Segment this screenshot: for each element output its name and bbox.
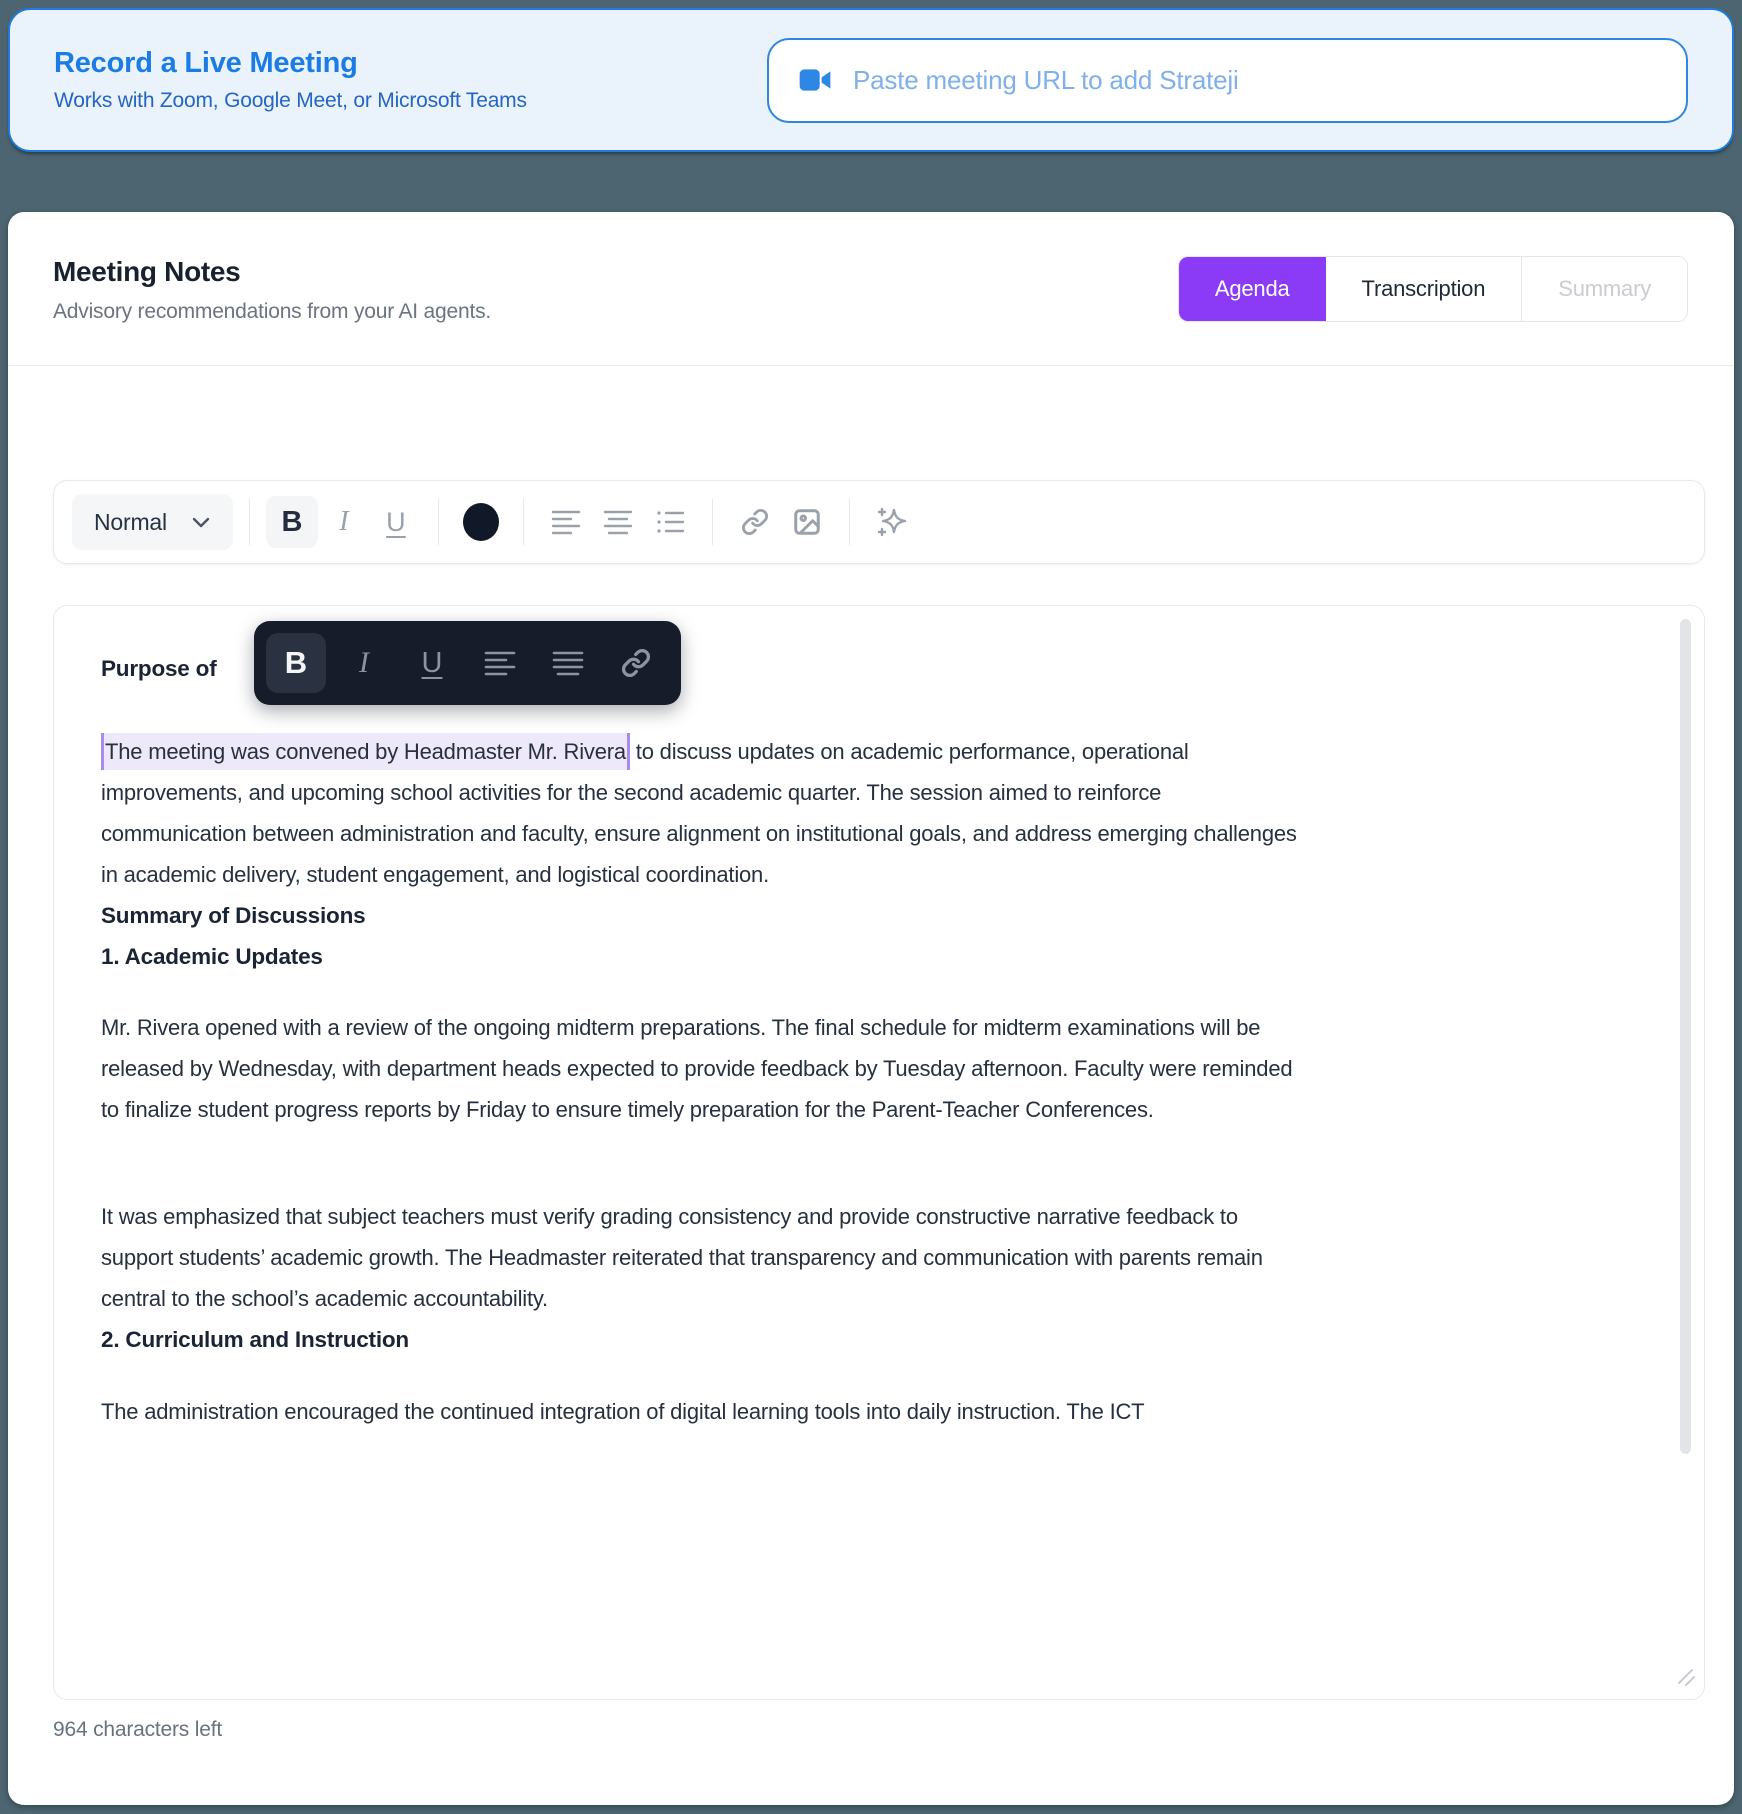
toolbar-divider	[849, 499, 850, 545]
paragraph-style-dropdown[interactable]	[72, 494, 233, 550]
italic-button[interactable]	[318, 496, 370, 548]
paragraph-style-value: Normal	[94, 508, 167, 535]
ai-assist-button[interactable]	[866, 496, 918, 548]
doc-heading-summary: Summary of Discussions	[101, 903, 366, 928]
paragraph-rest: to discuss updates on academic performance, operational improvements, and upcoming school activities for the second academic quarter. The session aimed to reinforce communication between administration and faculty, ensure alignment on institutional goals, and address emerging challenges in academic delivery, student engagement, and logistical coordination.	[101, 739, 1297, 887]
tab-summary[interactable]: Summary	[1521, 257, 1687, 321]
selection-align-left-button[interactable]	[470, 633, 530, 693]
editor-resize-handle[interactable]	[1673, 1664, 1697, 1693]
page-subtitle: Advisory recommendations from your AI agents.	[53, 300, 492, 323]
meeting-url-input-container[interactable]	[767, 38, 1688, 123]
doc-paragraph-academic-1: Mr. Rivera opened with a review of the ongoing midterm preparations. The final schedule for midterm examinations will be released by Wednesday, with department heads expected to provide feedback by Tuesday afternoon. Faculty were reminded to finalize student progress reports by Friday to ensure timely preparation for the Parent-Teacher Conferences.	[101, 1015, 1293, 1122]
selection-toolbar	[254, 621, 681, 705]
insert-image-button[interactable]	[781, 496, 833, 548]
ai-sparkle-icon	[876, 506, 908, 538]
editor-content[interactable]	[54, 606, 1704, 1432]
doc-heading-curriculum: 2. Curriculum and Instruction	[101, 1327, 409, 1352]
bold-icon: B	[281, 505, 303, 538]
meeting-notes-panel	[8, 212, 1734, 1805]
text-color-button[interactable]	[455, 496, 507, 548]
video-camera-icon	[799, 67, 831, 93]
tab-agenda[interactable]: Agenda	[1179, 257, 1326, 321]
underline-button[interactable]	[370, 496, 422, 548]
bullet-list-button[interactable]	[644, 496, 696, 548]
banner-text	[54, 47, 527, 113]
doc-paragraph-curriculum: The administration encouraged the continued integration of digital learning tools into daily instruction. The ICT	[101, 1399, 1145, 1424]
italic-icon: I	[359, 646, 369, 679]
selection-underline-button[interactable]	[402, 633, 462, 693]
link-icon	[621, 648, 651, 678]
editor-toolbar	[53, 480, 1705, 564]
panel-header-text	[53, 256, 491, 324]
toolbar-divider	[523, 499, 524, 545]
notes-editor[interactable]	[53, 605, 1705, 1700]
toolbar-divider	[712, 499, 713, 545]
bold-icon: B	[284, 645, 308, 680]
characters-left-label: 964 characters left	[53, 1718, 222, 1741]
tab-transcription[interactable]: Transcription	[1326, 257, 1522, 321]
editor-scrollbar[interactable]	[1680, 619, 1691, 1454]
insert-link-button[interactable]	[729, 496, 781, 548]
chevron-down-icon	[191, 516, 211, 528]
underline-icon: U	[386, 506, 406, 537]
doc-paragraph-academic-2: It was emphasized that subject teachers must verify grading consistency and provide constructive narrative feedback to support students’ academic growth. The Headmaster reiterated that transparency and communication with parents remain central to the school’s academic accountability.	[101, 1204, 1263, 1311]
align-left-icon	[551, 509, 581, 535]
color-swatch-icon	[463, 503, 499, 541]
italic-icon: I	[339, 506, 349, 537]
align-left-icon	[484, 650, 516, 676]
toolbar-divider	[438, 499, 439, 545]
record-live-meeting-banner	[8, 8, 1734, 152]
align-left-button[interactable]	[540, 496, 592, 548]
selection-align-justify-button[interactable]	[538, 633, 598, 693]
banner-title: Record a Live Meeting	[54, 47, 358, 79]
selection-bold-button[interactable]	[266, 633, 326, 693]
image-icon	[792, 507, 822, 537]
notes-tabs	[1178, 256, 1688, 322]
doc-heading-academic: 1. Academic Updates	[101, 944, 323, 969]
align-center-button[interactable]	[592, 496, 644, 548]
toolbar-divider	[249, 499, 250, 545]
link-icon	[741, 508, 769, 536]
page-title: Meeting Notes	[53, 256, 241, 287]
align-center-icon	[603, 509, 633, 535]
panel-header	[8, 212, 1734, 366]
banner-subtitle: Works with Zoom, Google Meet, or Microsoft Teams	[54, 89, 527, 112]
doc-heading-purpose: Purpose of	[101, 656, 217, 681]
selection-italic-button[interactable]	[334, 633, 394, 693]
bullet-list-icon	[655, 509, 685, 535]
underline-icon: U	[421, 646, 443, 679]
meeting-url-input[interactable]	[851, 64, 1656, 97]
doc-paragraph-purpose	[101, 731, 1306, 895]
selected-text: The meeting was convened by Headmaster Mr. Rivera	[101, 733, 630, 770]
selection-link-button[interactable]	[606, 633, 666, 693]
align-justify-icon	[552, 650, 584, 676]
bold-button[interactable]	[266, 496, 318, 548]
